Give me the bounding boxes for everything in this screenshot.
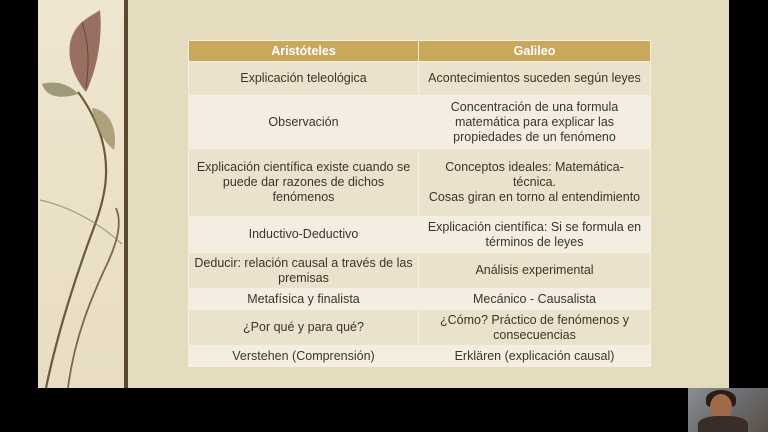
table-row	[189, 310, 651, 346]
leaf-decoration-panel	[38, 0, 124, 388]
webcam-thumbnail[interactable]	[688, 388, 768, 432]
table-row	[189, 149, 651, 217]
table-row	[189, 217, 651, 253]
table-cell: Erklären (explicación causal)	[419, 346, 651, 367]
column-header-galileo: Galileo	[419, 41, 651, 62]
table-header-row	[189, 41, 651, 62]
presentation-slide	[38, 0, 729, 388]
table-cell: Verstehen (Comprensión)	[189, 346, 419, 367]
table-cell: Explicación científica existe cuando se puede dar razones de dichos fenómenos	[189, 149, 419, 217]
webcam-person-body	[698, 416, 748, 432]
table-cell: Metafísica y finalista	[189, 289, 419, 310]
table-cell: Acontecimientos suceden según leyes	[419, 62, 651, 96]
table-cell: ¿Cómo? Práctico de fenómenos y consecuencias	[419, 310, 651, 346]
table-cell: ¿Por qué y para qué?	[189, 310, 419, 346]
table-cell: Deducir: relación causal a través de las premisas	[189, 253, 419, 289]
table-cell: Conceptos ideales: Matemática-técnica. Cosas giran en torno al entendimiento	[419, 149, 651, 217]
table-row	[189, 96, 651, 149]
table-row	[189, 253, 651, 289]
table-row	[189, 62, 651, 96]
table-cell: Observación	[189, 96, 419, 149]
table-cell: Mecánico - Causalista	[419, 289, 651, 310]
comparison-table	[188, 40, 651, 367]
dried-leaves-illustration	[38, 0, 124, 388]
table-cell: Inductivo-Deductivo	[189, 217, 419, 253]
table-cell: Explicación científica: Si se formula en términos de leyes	[419, 217, 651, 253]
table-cell: Explicación teleológica	[189, 62, 419, 96]
table-cell: Concentración de una formula matemática para explicar las propiedades de un fenómeno	[419, 96, 651, 149]
table-row	[189, 289, 651, 310]
column-header-aristoteles: Aristóteles	[189, 41, 419, 62]
table-row	[189, 346, 651, 367]
table-cell: Análisis experimental	[419, 253, 651, 289]
